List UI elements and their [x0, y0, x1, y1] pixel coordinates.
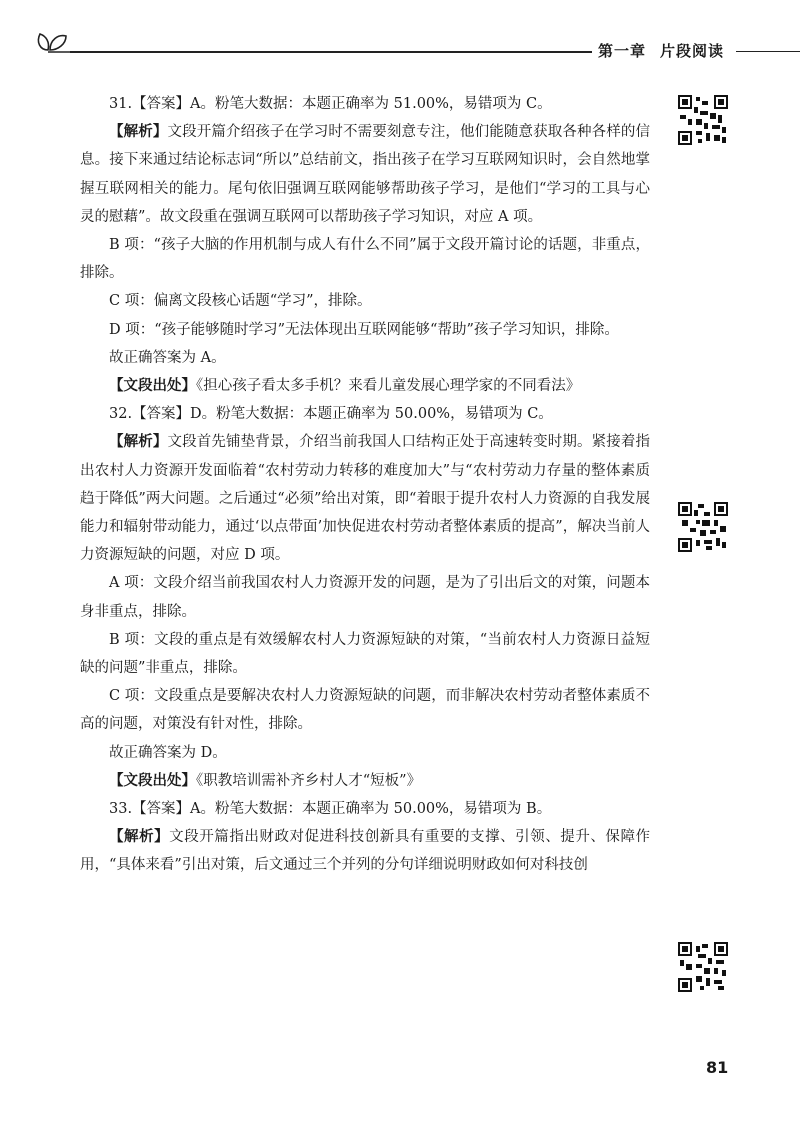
page-number: 81: [706, 1058, 729, 1077]
qr-code-icon: [678, 502, 728, 552]
paragraph: [80, 287, 650, 315]
paragraph-text: B 项：“孩子大脑的作用机制与成人有什么不同”属于文段开篇讨论的话题，非重点，排除。: [80, 237, 650, 282]
paragraph: [80, 231, 650, 287]
paragraph: [80, 569, 650, 625]
header-rule-left: [70, 51, 592, 53]
qr-code-icon: [678, 95, 728, 145]
section-label: 片段阅读: [660, 42, 725, 60]
paragraph: [80, 400, 650, 428]
paragraph-text: B 项：文段的重点是有效缓解农村人力资源短缺的对策，“当前农村人力资源日益短缺的问题”非重点，排除。: [80, 631, 650, 677]
paragraph: [80, 682, 650, 738]
paragraph: [80, 316, 650, 344]
paragraph: [80, 795, 650, 823]
paragraph: [80, 372, 650, 400]
paragraph: [80, 626, 650, 682]
paragraph-text: 故正确答案为 A。: [109, 349, 226, 366]
paragraph: [80, 118, 650, 231]
paragraph-label: 【解析】: [109, 434, 168, 451]
paragraph: [80, 767, 650, 795]
paragraph: [80, 739, 650, 767]
paragraph-label: 【文段出处】: [109, 772, 196, 789]
paragraph-text: 《职教培训需补齐乡村人才“短板”》: [196, 772, 422, 789]
paragraph-text: 文段开篇介绍孩子在学习时不需要刻意专注，他们能随意获取各种各样的信息。接下来通过结论标志词“所以”总结前文，指出孩子在学习互联网知识时，会自然地掌握互联网相关的能力。尾句依旧强调互联网能够帮助孩子学习，是他们“学习的工具与心灵的慰藉”。故文段重在强调互联网可以帮助孩子学习知识，对应 A 项。: [80, 124, 650, 225]
paragraph: [80, 428, 650, 569]
paragraph-label: 【文段出处】: [109, 378, 196, 395]
paragraph-text: 33.【答案】A。粉笔大数据：本题正确率为 50.00%，易错项为 B。: [109, 801, 552, 818]
paragraph: [80, 344, 650, 372]
paragraph: [80, 823, 650, 879]
paragraph-text: 文段首先铺垫背景，介绍当前我国人口结构正处于高速转变时期。紧接着指出农村人力资源开发面临着“农村劳动力转移的难度加大”与“农村劳动力存量的整体素质趋于降低”两大问题。之后通过“必须”给出对策，即“着眼于提升农村人力资源的自我发展能力和辐射带动能力，通过‘以点带面’加快促进农村劳动者整体素质的提高”，解决当前人力资源短缺的问题，对应 D 项。: [80, 434, 650, 564]
paragraph-text: 31.【答案】A。粉笔大数据：本题正确率为 51.00%，易错项为 C。: [109, 96, 552, 112]
qr-code-icon: [678, 942, 728, 992]
paragraph-text: 《担心孩子看太多手机？来看儿童发展心理学家的不同看法》: [196, 378, 581, 395]
paragraph-text: 32.【答案】D。粉笔大数据：本题正确率为 50.00%，易错项为 C。: [109, 406, 553, 423]
paragraph-text: 文段开篇指出财政对促进科技创新具有重要的支撑、引领、提升、保障作用，“具体来看”引出对策，后文通过三个并列的分句详细说明财政如何对科技创: [80, 829, 650, 874]
header-rule-right: [736, 51, 800, 52]
header-title: [598, 40, 724, 61]
paragraph-text: D 项：“孩子能够随时学习”无法体现出互联网能够“帮助”孩子学习知识，排除。: [109, 321, 619, 338]
paragraph: [80, 90, 650, 118]
chapter-label: 第一章: [598, 42, 647, 60]
paragraph-text: 故正确答案为 D。: [109, 744, 227, 761]
paragraph-label: 【解析】: [109, 124, 168, 141]
paragraph-text: A 项：文段介绍当前我国农村人力资源开发的问题，是为了引出后文的对策，问题本身非重点，排除。: [80, 575, 650, 620]
leaf-sprout-icon: [34, 28, 74, 54]
paragraph-label: 【解析】: [109, 829, 170, 846]
page-header: [0, 0, 800, 70]
paragraph-text: C 项：文段重点是要解决农村人力资源短缺的问题，而非解决农村劳动者整体素质不高的问题，对策没有针对性，排除。: [80, 688, 650, 733]
paragraph-text: C 项：偏离文段核心话题“学习”，排除。: [109, 293, 372, 310]
document-body: [80, 90, 650, 880]
